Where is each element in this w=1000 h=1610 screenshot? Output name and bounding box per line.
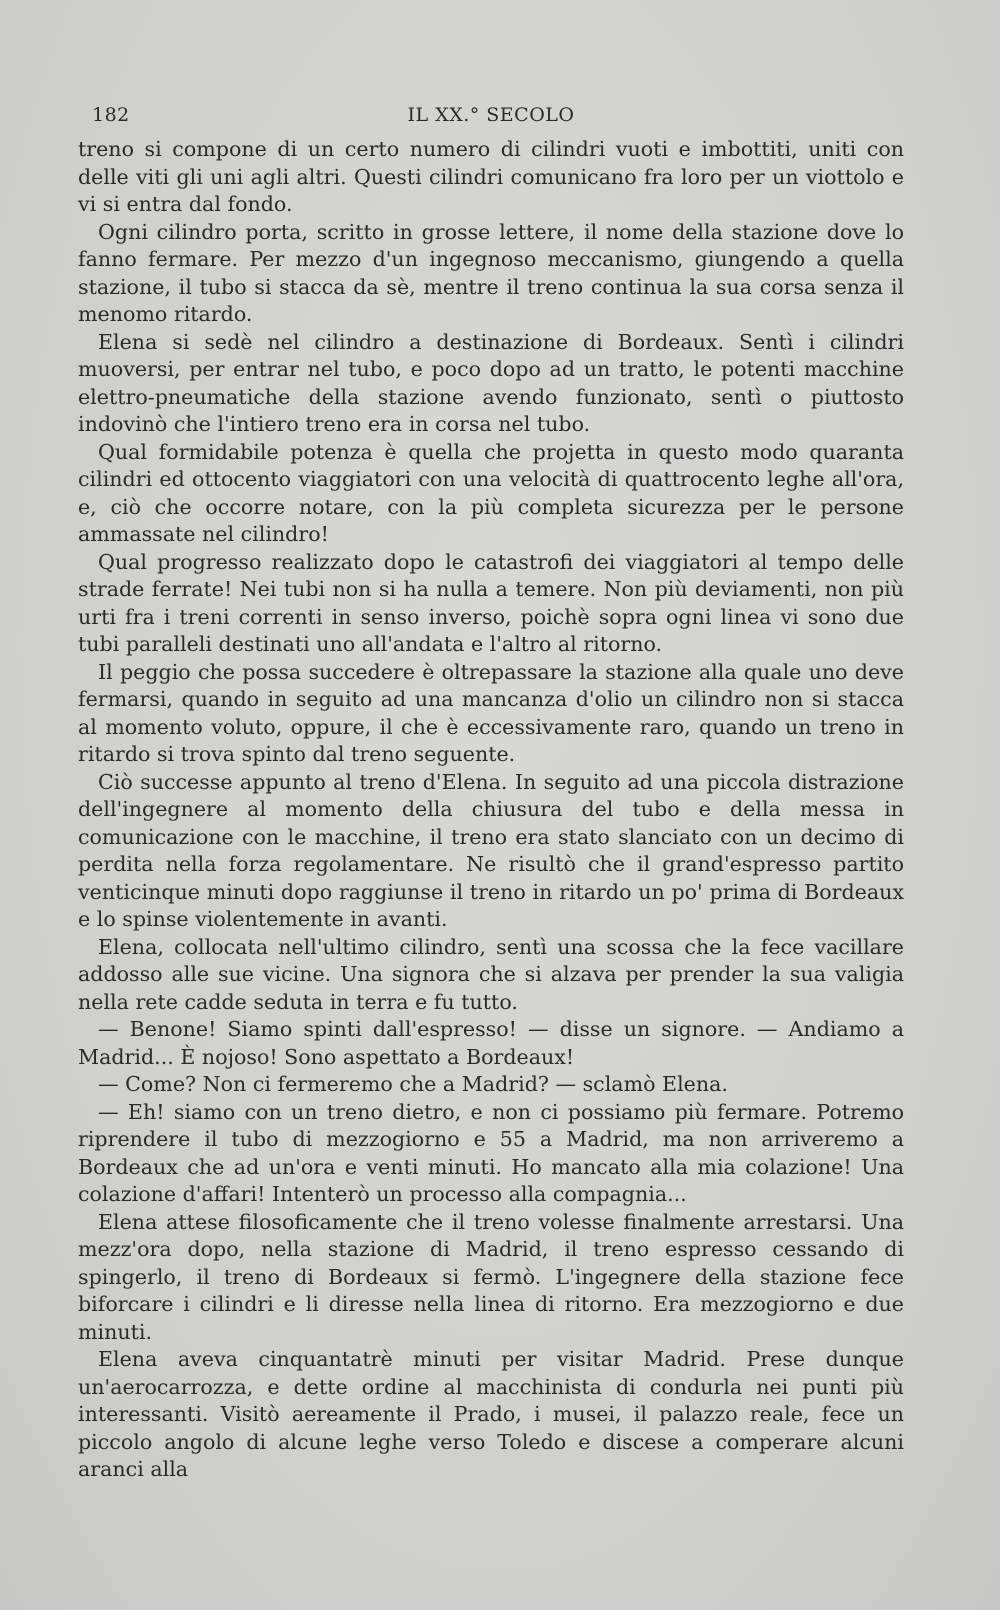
dialogue-paragraph: — Benone! Siamo spinti dall'espresso! — disse un signore. — Andiamo a Madrid... È nojoso! Sono aspettato a Bordeaux! [78,1017,904,1069]
paragraph: Elena attese filosoficamente che il treno volesse finalmente arrestarsi. Una mezz'ora dopo, nella stazione di Madrid, il treno espresso cessando di spingerlo, il treno di Bordeaux si fermò. L'ingegnere della stazione fece biforcare i cilindri e li diresse nella linea di ritorno. Era mezzogiorno e due minuti. [78,1209,904,1344]
paragraph: Il peggio che possa succedere è oltrepassare la stazione alla quale uno deve fermarsi, quando in seguito ad una mancanza d'olio un cilindro non si stacca al momento voluto, oppure, il che è eccessivamente raro, quando un treno in ritardo si trova spinto dal treno seguente. [78,659,904,766]
page-number: 182 [92,104,130,126]
paragraph: Qual formidabile potenza è quella che projetta in questo modo quaranta cilindri ed ottocento viaggiatori con una velocità di quattrocento leghe all'ora, e, ciò che occorre notare, con la più completa sicurezza per le persone ammassate nel cilindro! [78,439,904,546]
dialogue-paragraph: — Come? Non ci fermeremo che a Madrid? — sclamò Elena. [98,1072,728,1096]
paragraph: Elena, collocata nell'ultimo cilindro, sentì una scossa che la fece vacillare addosso alle sue vicine. Una signora che si alzava per prender la sua valigia nella rete cadde seduta in terra e fu tutto. [78,934,904,1014]
paragraph: Elena si sedè nel cilindro a destinazione di Bordeaux. Sentì i cilindri muoversi, per entrar nel tubo, e poco dopo ad un tratto, le potenti macchine elettro-pneumatiche della stazione avendo funzionato, sentì o piuttosto indovinò che l'intiero treno era in corsa nel tubo. [78,329,904,436]
dialogue-paragraph: — Eh! siamo con un treno dietro, e non ci possiamo più fermare. Potremo riprendere il tubo di mezzogiorno e 55 a Madrid, ma non arriveremo a Bordeaux che ad un'ora e venti minuti. Ho mancato alla mia colazione! Una colazione d'affari! Intenterò un processo alla compagnia... [78,1099,904,1206]
paragraph: Qual progresso realizzato dopo le catastrofi dei viaggiatori al tempo delle strade ferrate! Nei tubi non si ha nulla a temere. Non più deviamenti, non più urti fra i treni correnti in senso inverso, poichè sopra ogni linea vi sono due tubi paralleli destinati uno all'andata e l'altro al ritorno. [78,549,904,656]
running-head: IL XX.° SECOLO [407,104,575,126]
paragraph: Ciò successe appunto al treno d'Elena. In seguito ad una piccola distrazione dell'ingegnere al momento della chiusura del tubo e della messa in comunicazione con le macchine, il treno era stato slanciato con un decimo di perdita nella forza regolamentare. Ne risultò che il grand'espresso partito venticinque minuti dopo raggiunse il treno in ritardo un po' prima di Bordeaux e lo spinse violentemente in avanti. [78,769,904,931]
page-header [78,100,904,130]
paragraph: Ogni cilindro porta, scritto in grosse lettere, il nome della stazione dove lo fanno fermare. Per mezzo d'un ingegnoso meccanismo, giungendo a quella stazione, il tubo si stacca da sè, mentre il treno continua la sua corsa senza il menomo ritardo. [78,219,904,326]
body-text [78,136,904,1484]
paragraph: treno si compone di un certo numero di cilindri vuoti e imbottiti, uniti con delle viti gli uni agli altri. Questi cilindri comunicano fra loro per un viottolo e vi si entra dal fondo. [78,137,904,216]
paragraph: Elena aveva cinquantatrè minuti per visitar Madrid. Prese dunque un'aerocarrozza, e dette ordine al macchinista di condurla nei punti più interessanti. Visitò aereamente il Prado, i musei, il palazzo reale, fece un piccolo angolo di alcune leghe verso Toledo e discese a comperare alcuni aranci alla [78,1347,904,1481]
